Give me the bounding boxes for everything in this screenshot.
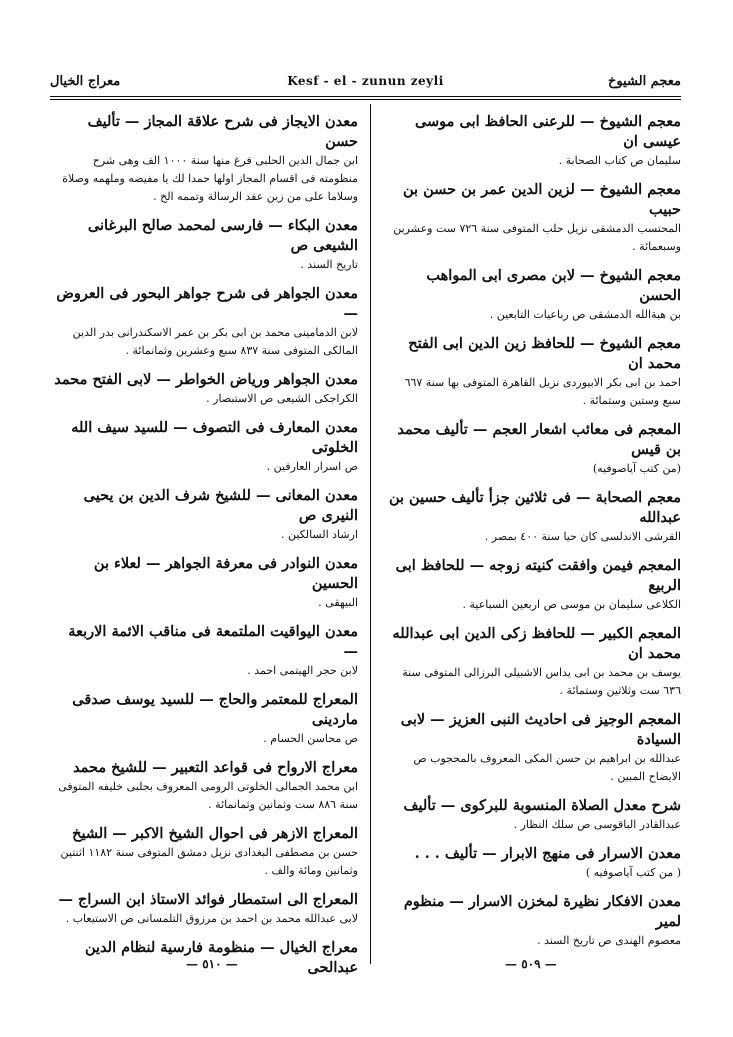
entry xyxy=(385,266,681,324)
entry xyxy=(52,486,358,544)
entry xyxy=(52,690,358,748)
entry-title: معدن المعارف فى التصوف — للسيد سيف الله الخلوتى xyxy=(71,419,358,456)
entry-title: المعراج الى استمطار فوائد الاستاذ ابن السراج — xyxy=(58,891,358,908)
entry-body: ص محاسن الحسام . xyxy=(263,732,358,745)
header-rule xyxy=(50,96,681,97)
entry-body: حسن بن مصطفى البغدادى نزيل دمشق المتوفى سنة ١١٨٢ اثنتين وثمانين ومائة والف . xyxy=(60,846,358,877)
entry-body: لابن حجر الهيتمى احمد . xyxy=(247,664,358,677)
header-right-title: معجم الشيوخ xyxy=(607,74,681,89)
entry-title: معدن الايجاز فى شرح علاقة المجاز — تأليف حسن xyxy=(87,113,358,150)
entry-body: لابى عبدالله محمد بن احمد بن مرزوق التلمسانى ص الاستيعاب . xyxy=(65,912,358,925)
entry-body: يوسف بن محمد بن ابى يداس الاشبيلى البرزالى المتوفى سنة ٦٣٦ ست وثلاثين وستمائة . xyxy=(402,666,681,697)
entry xyxy=(385,180,681,256)
entry-body: الكراجكى الشيعى ص الاستبصار . xyxy=(206,392,358,405)
entry-body: عبدالقادر الباقوسى ص سلك النظار . xyxy=(513,818,681,831)
entry xyxy=(52,758,358,814)
entry xyxy=(385,892,681,950)
entry-body: عبدالله بن ابراهيم بن حسن المكى المعروف بالمحجوب ص الايضاح المبين . xyxy=(413,752,681,783)
entry-title: المعراج للمعتمر والحاج — للسيد يوسف صدقى ماردينى xyxy=(72,691,358,728)
entry-body: ابن محمد الجمالى الخلوتى الرومى المعروف بجلبى خليفه المتوفى سنة ٨٨٦ ست وثمانين وثمانمائة . xyxy=(58,780,358,811)
entry xyxy=(385,556,681,614)
entry-body: ( من كتب آياصوفيه ) xyxy=(585,866,681,879)
page-number-left: — ٥١٠ — xyxy=(186,957,238,971)
entry-title: معدن النوادر فى معرفة الجواهر — لعلاء بن الحسين xyxy=(93,555,358,592)
entry-title: معدن البكاء — فارسى لمحمد صالح البرغانى الشيعى ص xyxy=(87,217,358,254)
entry-body: سليمان ص كتاب الصحابة . xyxy=(558,154,681,167)
entry xyxy=(52,554,358,612)
entry-title: معدن الافكار نظيرة لمخزن الاسرار — منظوم لمير xyxy=(403,893,681,930)
header-center-title: Kesf - el - zunun zeyli xyxy=(287,74,444,88)
entry-body: احمد بن ابى بكر الابيوردى نزيل القاهرة المتوفى بها سنة ٦٦٧ سبع وستين وستمائة . xyxy=(404,376,681,407)
right-column xyxy=(385,112,681,960)
column-divider xyxy=(370,104,371,964)
entry-body: ابن جمال الدين الحلبى فرغ منها سنة ١٠٠٠ الف وهى شرح منظومته فى اقسام المجاز اولها حمدا لك يا مفيضه وملهمه وصلاة وسلاما على من زين عقد الرسالة وتممه الخ . xyxy=(62,154,358,203)
entry-body: (من كتب آياصوفيه) xyxy=(592,462,681,475)
entry-title: معدن اليواقيت الملتمعة فى مناقب الائمة الاربعة — xyxy=(68,623,358,660)
entry xyxy=(52,112,358,206)
header-left-title: معراج الخيال xyxy=(50,74,121,89)
entry-title: المعجم الكبير — للحافظ زكى الدين ابى عبدالله محمد ان xyxy=(392,625,681,662)
entry xyxy=(385,624,681,700)
entry xyxy=(385,710,681,786)
entry-title: المعجم فى معائب اشعار العجم — تأليف محمد بن قيس xyxy=(397,421,681,458)
entry-body: معصوم الهندى ص تاريخ السند . xyxy=(537,934,681,947)
entry xyxy=(385,488,681,546)
header-rule-thin xyxy=(50,99,681,100)
left-column xyxy=(52,112,358,988)
entry-body: الكلاعى سليمان بن موسى ص اربعين السباعية . xyxy=(462,598,681,611)
entry-title: شرح معدل الصلاة المنسوبة للبركوى — تأليف xyxy=(403,797,681,814)
entry xyxy=(385,796,681,834)
entry-title: معراج الارواح فى قواعد التعبير — للشيخ محمد xyxy=(73,759,358,776)
entry-body: القرشى الاندلسى كان حيا سنة ٤٠٠ بمصر . xyxy=(484,530,681,543)
page-number-right: — ٥٠٩ — xyxy=(505,957,557,971)
entry xyxy=(52,622,358,680)
entry-title: المعجم فيمن وافقت كنيته زوجه — للحافظ ابى الربيع xyxy=(395,557,681,594)
entry xyxy=(385,420,681,478)
entry xyxy=(52,824,358,880)
entry-title: معدن الجواهر فى شرح جواهر البحور فى العروض — xyxy=(56,285,358,322)
entry-body: لابن الدمامينى محمد بن ابى بكر بن عمر الاسكندرانى بدر الدين المالكى المتوفى سنة ٨٣٧ سبع وعشرين وثمانمائة . xyxy=(72,326,358,357)
entry-body: ارشاد السالكين . xyxy=(280,528,358,541)
entry-title: معجم الشيوخ — لابن مصرى ابى المواهب الحسن xyxy=(426,267,681,304)
entry-body: ص اسرار العارفين . xyxy=(266,460,358,473)
entry xyxy=(52,370,358,408)
entry-title: معجم الشيوخ — للرعنى الحافظ ابى موسى عيسى ان xyxy=(414,113,681,150)
entry-title: معجم الصحابة — فى ثلاثين جزأ تأليف حسين بن عبدالله xyxy=(388,489,681,526)
entry xyxy=(52,890,358,928)
entry-body: تاريخ السند . xyxy=(300,258,358,271)
entry xyxy=(52,418,358,476)
running-header xyxy=(50,74,681,96)
entry xyxy=(385,334,681,410)
entry-title: معجم الشيوخ — لزين الدين عمر بن حسن بن حبيب xyxy=(402,181,681,218)
entry-body: بن هبةالله الدمشقى ص رباعيات التابعين . xyxy=(489,308,681,321)
entry xyxy=(52,216,358,274)
entry-title: المعراج الازهر فى احوال الشيخ الاكبر — الشيخ xyxy=(72,825,358,842)
entry-body: البيهقى . xyxy=(318,596,358,609)
entry-body: المحتسب الدمشقى نزيل حلب المتوفى سنة ٧٢٦ ست وعشرين وسبعمائة . xyxy=(393,222,681,253)
entry-title: المعجم الوجيز فى احاديث النبى العزيز — لابى السيادة xyxy=(400,711,681,748)
entry-title: معدن الاسرار فى منهج الابرار — تأليف . . . xyxy=(414,845,681,862)
entry-title: معجم الشيوخ — للحافظ زين الدين ابى الفتح محمد ان xyxy=(408,335,681,372)
entry-title: معدن المعانى — للشيخ شرف الدين بن يحيى النيرى ص xyxy=(83,487,358,524)
entry xyxy=(385,844,681,882)
entry-title: معدن الجواهر ورياض الخواطر — لابى الفتح محمد xyxy=(54,371,358,388)
entry xyxy=(52,284,358,360)
entry xyxy=(385,112,681,170)
entry-title: معراج الخيال — منظومة فارسية لنظام الدين عبدالحى xyxy=(84,939,358,976)
